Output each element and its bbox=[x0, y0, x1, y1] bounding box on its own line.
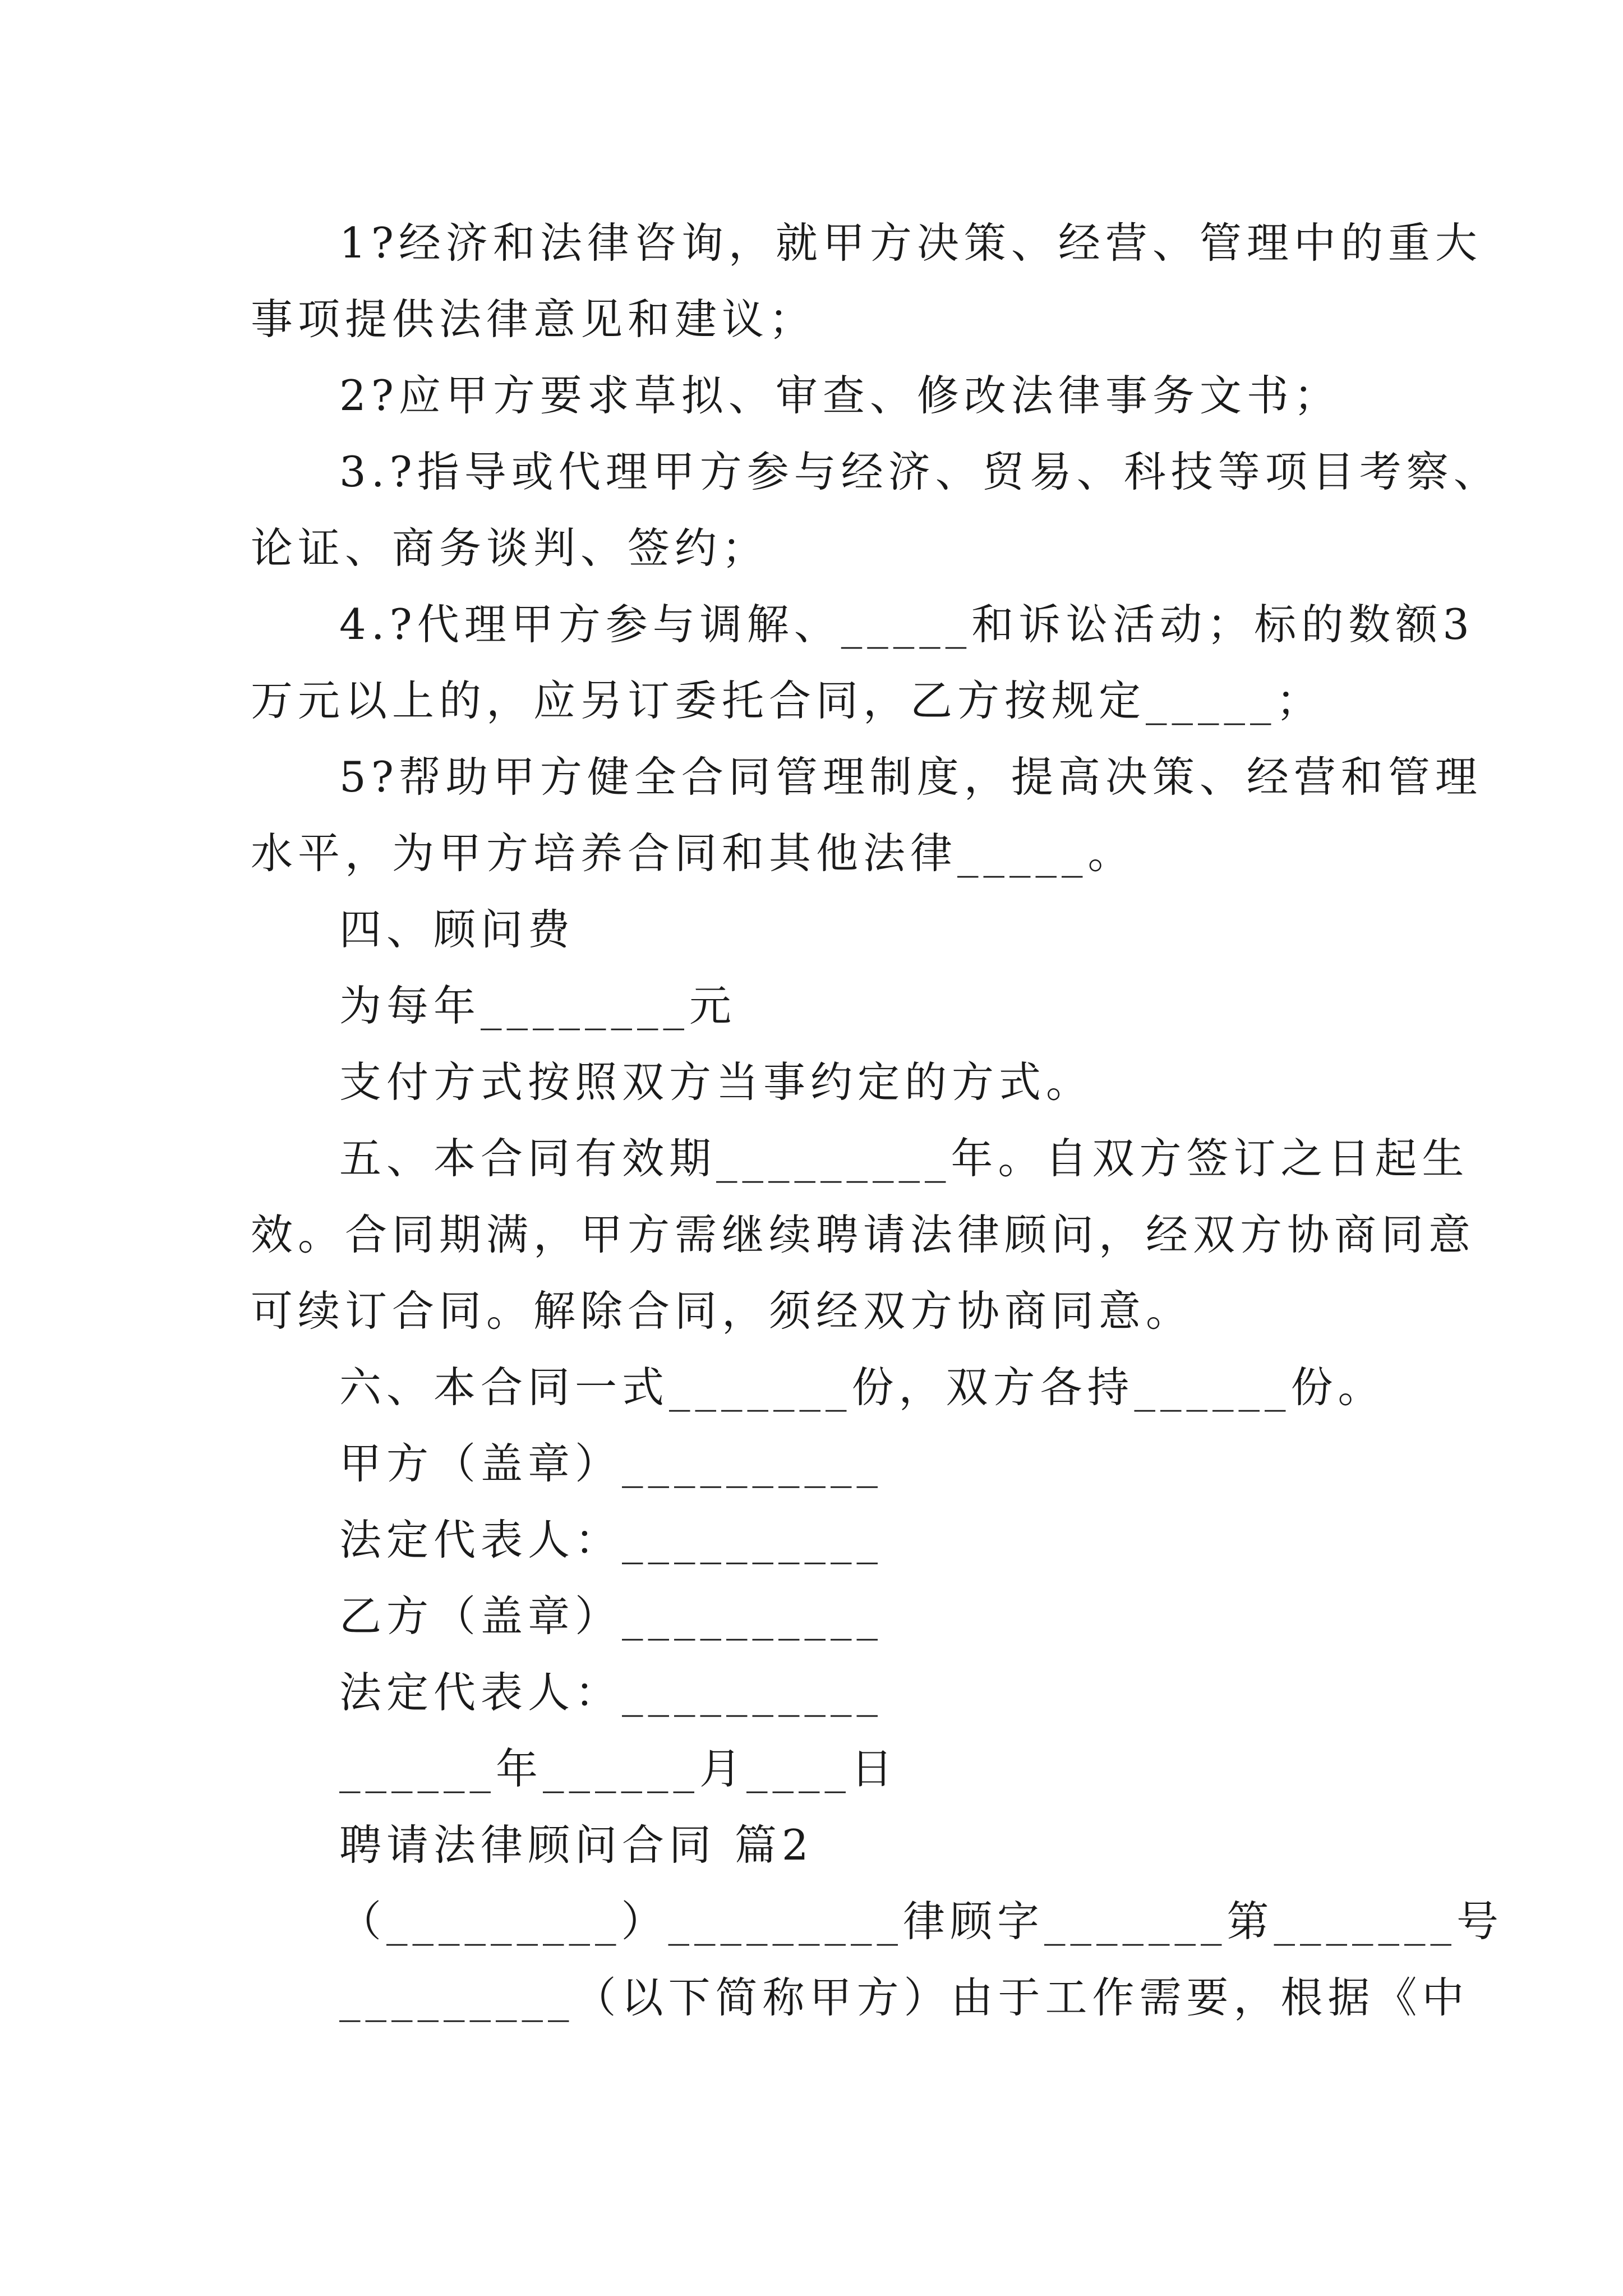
contract-2-title: 聘请法律顾问合同 篇2 bbox=[339, 1820, 814, 1870]
party-b-seal-line: 乙方（盖章）__________ bbox=[339, 1591, 883, 1641]
section-5-line-2: 效。合同期满，甲方需继续聘请法律顾问，经双方协商同意 bbox=[251, 1210, 1476, 1259]
item-1-line-2: 事项提供法律意见和建议； bbox=[251, 295, 817, 344]
item-2-line: 2?应甲方要求草拟、审查、修改法律事务文书； bbox=[339, 371, 1341, 420]
section-5-line-1: 五、本合同有效期_________年。自双方签订之日起生 bbox=[339, 1134, 1469, 1183]
contract-2-opening-line: _________（以下简称甲方）由于工作需要，根据《中 bbox=[339, 1973, 1469, 2022]
date-line: ______年______月____日 bbox=[339, 1744, 898, 1793]
section-6-line: 六、本合同一式_______份，双方各持______份。 bbox=[339, 1363, 1385, 1412]
payment-method-line: 支付方式按照双方当事约定的方式。 bbox=[339, 1057, 1094, 1107]
item-5-line-2: 水平，为甲方培养合同和其他法律_____。 bbox=[251, 829, 1135, 878]
item-1-line-1: 1?经济和法律咨询，就甲方决策、经营、管理中的重大 bbox=[339, 218, 1482, 268]
party-a-seal-line: 甲方（盖章）__________ bbox=[339, 1439, 883, 1488]
item-5-line-1: 5?帮助甲方健全合同管理制度，提高决策、经营和管理 bbox=[339, 752, 1482, 802]
section-5-line-3: 可续订合同。解除合同，须经双方协商同意。 bbox=[251, 1286, 1193, 1336]
contract-number-line: （_________）_________律顾字_______第_______号 bbox=[339, 1897, 1504, 1946]
section-4-heading: 四、顾问费 bbox=[339, 905, 575, 954]
item-3-line-2: 论证、商务谈判、签约； bbox=[251, 523, 769, 573]
item-4-line-1: 4.?代理甲方参与调解、_____和诉讼活动；标的数额3 bbox=[339, 600, 1474, 649]
party-a-representative-line: 法定代表人：__________ bbox=[339, 1515, 883, 1565]
annual-fee-line: 为每年________元 bbox=[339, 981, 737, 1030]
party-b-representative-line: 法定代表人：__________ bbox=[339, 1668, 883, 1717]
item-4-line-2: 万元以上的，应另订委托合同，乙方按规定_____； bbox=[251, 676, 1324, 725]
item-3-line-1: 3.?指导或代理甲方参与经济、贸易、科技等项目考察、 bbox=[339, 447, 1501, 496]
